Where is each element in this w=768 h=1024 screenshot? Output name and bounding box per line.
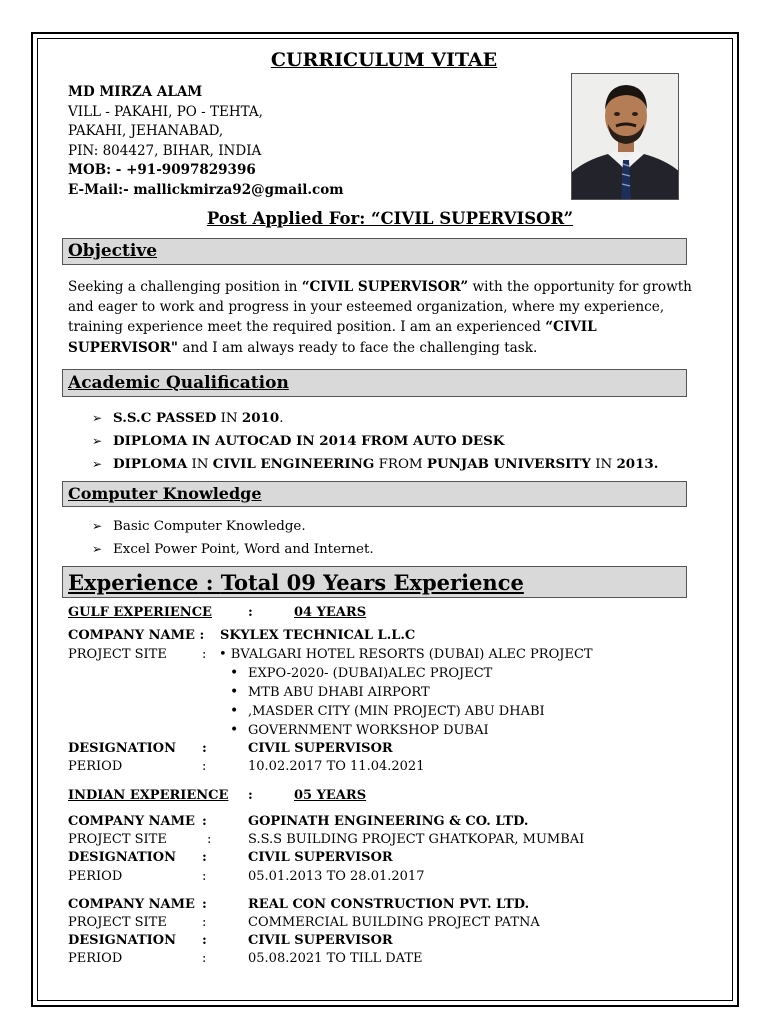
academic-list — [92, 407, 658, 476]
academic-item-autocad-text: DIPLOMA IN AUTOCAD IN 2014 FROM AUTO DESK — [113, 433, 505, 449]
academic-item-ssc-year: 2010 — [241, 410, 280, 426]
contact-email: E-Mail:- mallickmirza92@gmail.com — [68, 181, 344, 198]
academic-item-diploma-field: CIVIL ENGINEERING — [212, 456, 375, 472]
experience-heading-colon: : — [198, 570, 221, 595]
gulf-experience-years: 04 YEARS — [294, 605, 367, 620]
company-name-value: SKYLEX TECHNICAL L.L.C — [220, 628, 416, 643]
contact-block — [68, 83, 344, 201]
computer-list — [92, 515, 374, 561]
designation-label: DESIGNATION — [68, 741, 176, 756]
project-site-label: PROJECT SITE — [68, 647, 167, 662]
period-value: 05.01.2013 TO 28.01.2017 — [248, 869, 425, 884]
contact-name: MD MIRZA ALAM — [68, 84, 203, 100]
designation-label: DESIGNATION — [68, 933, 176, 948]
designation-value: CIVIL SUPERVISOR — [248, 850, 393, 865]
academic-item-diploma-in: IN — [187, 457, 213, 472]
academic-item-diploma-from: FROM — [374, 457, 427, 472]
colon: : — [202, 814, 207, 829]
objective-text-part-2: with the opportunity for growth and eager to work and progress in your esteemed organization, where my experience, training experience meet the required position. I am an experienced — [68, 279, 692, 336]
company-name-value: GOPINATH ENGINEERING & CO. LTD. — [248, 814, 529, 829]
project-site-value: COMMERCIAL BUILDING PROJECT PATNA — [248, 915, 540, 930]
computer-item: ➢ Excel Power Point, Word and Internet. — [92, 538, 374, 561]
academic-item-autocad — [92, 430, 658, 453]
computer-item: ➢ Basic Computer Knowledge. — [92, 515, 374, 538]
experience-heading-label: Experience — [68, 570, 199, 595]
designation-value: CIVIL SUPERVISOR — [248, 933, 393, 948]
colon: : — [202, 933, 207, 948]
designation-label: DESIGNATION — [68, 850, 176, 865]
academic-item-diploma — [92, 453, 658, 476]
colon: : — [202, 850, 207, 865]
colon: : — [202, 897, 207, 912]
period-label: PERIOD — [68, 759, 123, 774]
project-site-label: PROJECT SITE — [68, 832, 167, 847]
profile-photo — [571, 73, 679, 200]
project-site-label: PROJECT SITE — [68, 915, 167, 930]
gulf-experience-label: GULF EXPERIENCE — [68, 605, 212, 620]
period-value: 10.02.2017 TO 11.04.2021 — [248, 759, 425, 774]
company-name-label: COMPANY NAME : — [68, 628, 205, 643]
contact-address-line-2: PAKAHI, JEHANABAD, — [68, 123, 224, 140]
period-value: 05.08.2021 TO TILL DATE — [248, 951, 423, 966]
objective-text — [68, 277, 708, 358]
project-site-item: • ,MASDER CITY (MIN PROJECT) ABU DHABI — [230, 702, 545, 721]
indian-experience-years: 05 YEARS — [294, 788, 367, 803]
colon: : — [248, 788, 253, 803]
period-label: PERIOD — [68, 951, 123, 966]
colon: : — [202, 915, 207, 930]
colon: : — [202, 741, 207, 756]
academic-item-diploma-university: PUNJAB UNIVERSITY — [426, 456, 591, 472]
project-site-item: • EXPO-2020- (DUBAI)ALEC PROJECT — [230, 664, 545, 683]
academic-item-ssc — [92, 407, 658, 430]
project-site-item: • MTB ABU DHABI AIRPORT — [230, 683, 545, 702]
academic-item-diploma-title: DIPLOMA — [113, 456, 188, 472]
period-label: PERIOD — [68, 869, 123, 884]
document-title: CURRICULUM VITAE — [270, 49, 498, 71]
objective-role-2: “CIVIL SUPERVISOR" — [68, 319, 597, 356]
company-name-label: COMPANY NAME — [68, 814, 195, 829]
section-heading-computer: Computer Knowledge — [62, 481, 687, 507]
project-site-item: • GOVERNMENT WORKSHOP DUBAI — [230, 721, 545, 740]
post-applied-for: Post Applied For: “CIVIL SUPERVISOR” — [206, 209, 574, 228]
academic-item-ssc-title: S.S.C PASSED — [113, 410, 217, 426]
academic-item-diploma-year: 2013. — [616, 456, 659, 472]
contact-pin: PIN: 804427, BIHAR, INDIA — [68, 142, 262, 159]
objective-text-part-3: and I am always ready to face the challenging task. — [178, 339, 538, 356]
colon: : — [248, 605, 253, 620]
colon: : — [202, 759, 207, 774]
academic-item-diploma-in-2: IN — [590, 457, 617, 472]
indian-experience-label: INDIAN EXPERIENCE — [68, 788, 229, 803]
section-heading-academic: Academic Qualification — [62, 369, 687, 397]
colon: : — [207, 832, 212, 847]
section-heading-objective: Objective — [62, 238, 687, 265]
company-name-label: COMPANY NAME — [68, 897, 195, 912]
designation-value: CIVIL SUPERVISOR — [248, 741, 393, 756]
project-site-list — [230, 664, 545, 740]
section-heading-experience — [62, 566, 687, 598]
project-site-value: S.S.S BUILDING PROJECT GHATKOPAR, MUMBAI — [248, 832, 585, 847]
colon: : — [202, 869, 207, 884]
colon: : — [202, 951, 207, 966]
academic-item-ssc-period: . — [279, 411, 284, 426]
contact-address-line-1: VILL - PAKAHI, PO - TEHTA, — [68, 103, 263, 120]
objective-role-1: “CIVIL SUPERVISOR” — [301, 279, 469, 295]
academic-item-ssc-in: IN — [216, 411, 242, 426]
contact-mobile: MOB: - +91-9097829396 — [68, 162, 256, 179]
objective-text-part-1: Seeking a challenging position in — [68, 279, 302, 295]
experience-heading-total: Total 09 Years Experience — [220, 570, 524, 595]
project-site-first: • BVALGARI HOTEL RESORTS (DUBAI) ALEC PROJECT — [219, 647, 593, 662]
colon: : — [202, 647, 207, 662]
company-name-value: REAL CON CONSTRUCTION PVT. LTD. — [248, 897, 530, 912]
